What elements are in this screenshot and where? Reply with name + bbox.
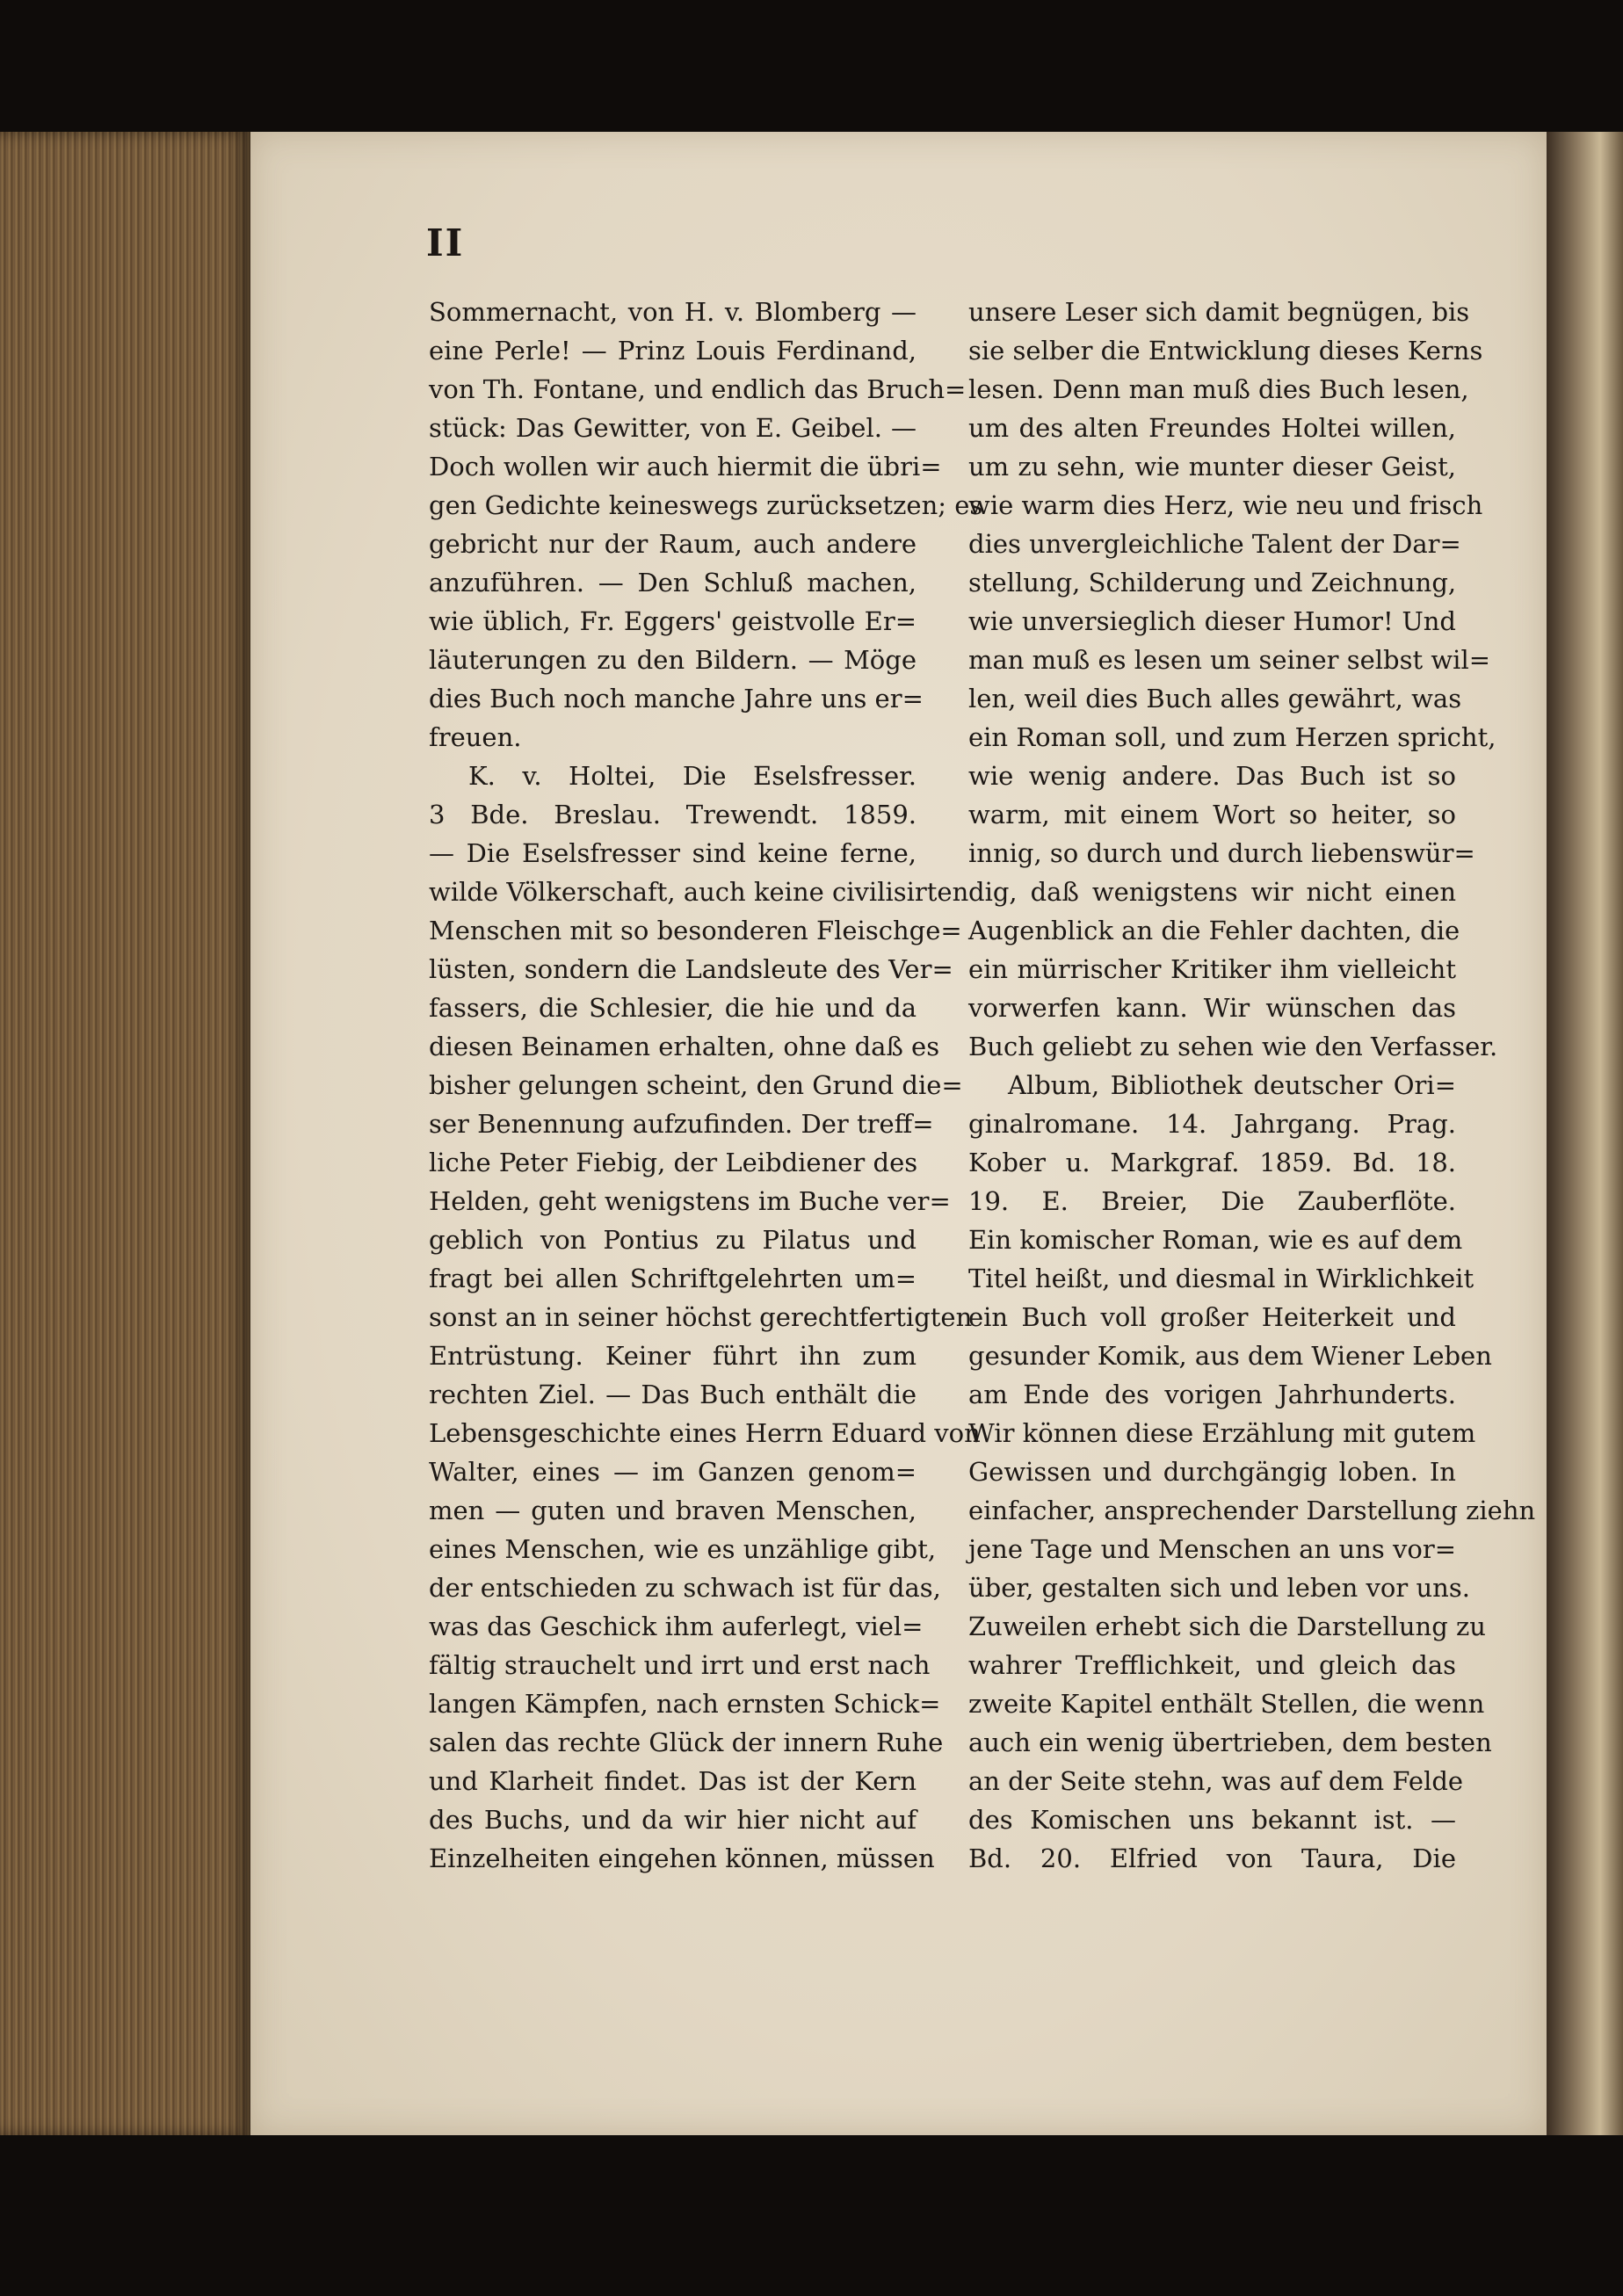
text-line: geblich von Pontius zu Pilatus und — [429, 1225, 917, 1255]
text-line: gebricht nur der Raum, auch andere — [429, 529, 917, 559]
text-line: freuen. — [429, 722, 522, 752]
text-line: ginalromane. 14. Jahrgang. Prag. — [968, 1109, 1456, 1139]
text-line: Sommernacht, von H. v. Blomberg — — [429, 297, 917, 327]
text-line: eine Perle! — Prinz Louis Ferdinand, — [429, 336, 917, 366]
text-line: anzuführen. — Den Schluß machen, — [429, 568, 917, 598]
text-line: — Die Eselsfresser sind keine ferne, — [429, 838, 917, 868]
book-gutter — [1547, 132, 1623, 2135]
text-line: Helden, geht wenigstens im Buche ver= — [429, 1186, 951, 1216]
text-line: innig, so durch und durch liebenswür= — [968, 838, 1475, 868]
text-line: gesunder Komik, aus dem Wiener Leben — [968, 1341, 1492, 1371]
text-line: Lebensgeschichte eines Herrn Eduard von — [429, 1418, 981, 1448]
right-text-column — [968, 293, 1536, 1878]
text-line: Album, Bibliothek deutscher Ori= — [1008, 1070, 1456, 1100]
background-shadow-bottom — [0, 2135, 1623, 2296]
text-line: fragt bei allen Schriftgelehrten um= — [429, 1264, 917, 1293]
text-line: um des alten Freundes Holtei willen, — [968, 413, 1456, 443]
text-line: 19. E. Breier, Die Zauberflöte. — [968, 1186, 1456, 1216]
text-line: jene Tage und Menschen an uns vor= — [968, 1534, 1456, 1564]
text-line: Kober u. Markgraf. 1859. Bd. 18. — [968, 1148, 1456, 1177]
book-page — [250, 132, 1547, 2135]
text-line: stück: Das Gewitter, von E. Geibel. — — [429, 413, 917, 443]
text-line: Entrüstung. Keiner führt ihn zum — [429, 1341, 917, 1371]
text-line: des Komischen uns bekannt ist. — — [968, 1805, 1456, 1835]
background-shadow-top — [0, 0, 1623, 132]
text-line: fältig strauchelt und irrt und erst nach — [429, 1650, 931, 1680]
text-line: zweite Kapitel enthält Stellen, die wenn — [968, 1689, 1485, 1719]
text-line: von Th. Fontane, und endlich das Bruch= — [429, 374, 967, 404]
text-line: 3 Bde. Breslau. Trewendt. 1859. — [429, 800, 917, 829]
text-line: langen Kämpfen, nach ernsten Schick= — [429, 1689, 941, 1719]
text-line: lesen. Denn man muß dies Buch lesen, — [968, 374, 1469, 404]
text-line: Gewissen und durchgängig loben. In — [968, 1457, 1456, 1487]
text-line: auch ein wenig übertrieben, dem besten — [968, 1727, 1492, 1757]
text-line: Menschen mit so besonderen Fleischge= — [429, 916, 962, 945]
text-line: Doch wollen wir auch hiermit die übri= — [429, 452, 942, 482]
text-line: salen das rechte Glück der innern Ruhe — [429, 1727, 944, 1757]
text-line: läuterungen zu den Bildern. — Möge — [429, 645, 917, 675]
text-line: vorwerfen kann. Wir wünschen das — [968, 993, 1456, 1023]
text-line: Zuweilen erhebt sich die Darstellung zu — [968, 1612, 1486, 1641]
text-line: über, gestalten sich und leben vor uns. — [968, 1573, 1470, 1603]
text-line: stellung, Schilderung und Zeichnung, — [968, 568, 1457, 598]
text-line: K. v. Holtei, Die Eselsfresser. — [468, 761, 917, 791]
text-line: gen Gedichte keineswegs zurücksetzen; es — [429, 490, 983, 520]
text-line: wilde Völkerschaft, auch keine civilisirten — [429, 877, 969, 907]
text-line: Augenblick an die Fehler dachten, die — [968, 916, 1460, 945]
text-line: ein mürrischer Kritiker ihm vielleicht — [968, 954, 1456, 984]
text-line: diesen Beinamen erhalten, ohne daß es — [429, 1032, 940, 1061]
text-line: dies unvergleichliche Talent der Dar= — [968, 529, 1461, 559]
text-line: wie üblich, Fr. Eggers' geistvolle Er= — [429, 606, 917, 636]
text-line: liche Peter Fiebig, der Leibdiener des — [429, 1148, 918, 1177]
text-line: wahrer Trefflichkeit, und gleich das — [968, 1650, 1456, 1680]
text-line: um zu sehn, wie munter dieser Geist, — [968, 452, 1456, 482]
text-line: der entschieden zu schwach ist für das, — [429, 1573, 941, 1603]
text-line: man muß es lesen um seiner selbst wil= — [968, 645, 1491, 675]
book-page-edges — [0, 132, 250, 2135]
text-line: Wir können diese Erzählung mit gutem — [968, 1418, 1476, 1448]
page-number: II — [426, 221, 465, 264]
text-line: Titel heißt, und diesmal in Wirklichkeit — [968, 1264, 1474, 1293]
text-line: sonst an in seiner höchst gerechtfertigten — [429, 1302, 973, 1332]
text-line: ser Benennung aufzufinden. Der treff= — [429, 1109, 934, 1139]
text-line: warm, mit einem Wort so heiter, so — [968, 800, 1456, 829]
text-line: wie unversieglich dieser Humor! Und — [968, 606, 1456, 636]
text-line: Bd. 20. Elfried von Taura, Die — [968, 1843, 1456, 1873]
text-line: len, weil dies Buch alles gewährt, was — [968, 684, 1462, 713]
text-line: bisher gelungen scheint, den Grund die= — [429, 1070, 963, 1100]
left-text-column — [429, 293, 983, 1878]
text-line: Buch geliebt zu sehen wie den Verfasser. — [968, 1032, 1498, 1061]
text-line: was das Geschick ihm auferlegt, viel= — [429, 1612, 924, 1641]
text-line: dies Buch noch manche Jahre uns er= — [429, 684, 924, 713]
text-line: unsere Leser sich damit begnügen, bis — [968, 297, 1470, 327]
text-line: dig, daß wenigstens wir nicht einen — [968, 877, 1456, 907]
text-line: wie warm dies Herz, wie neu und frisch — [968, 490, 1483, 520]
text-line: fassers, die Schlesier, die hie und da — [429, 993, 917, 1023]
text-line: Ein komischer Roman, wie es auf dem — [968, 1225, 1463, 1255]
text-line: eines Menschen, wie es unzählige gibt, — [429, 1534, 937, 1564]
text-line: ein Buch voll großer Heiterkeit und — [968, 1302, 1456, 1332]
text-line: einfacher, ansprechender Darstellung ziehn — [968, 1496, 1536, 1525]
text-line: ein Roman soll, und zum Herzen spricht, — [968, 722, 1496, 752]
text-line: an der Seite stehn, was auf dem Felde — [968, 1766, 1464, 1796]
text-line: Walter, eines — im Ganzen genom= — [429, 1457, 917, 1487]
text-line: am Ende des vorigen Jahrhunderts. — [968, 1380, 1456, 1409]
text-line: men — guten und braven Menschen, — [429, 1496, 917, 1525]
text-line: sie selber die Entwicklung dieses Kerns — [968, 336, 1483, 366]
text-line: Einzelheiten eingehen können, müssen — [429, 1843, 935, 1873]
text-line: und Klarheit findet. Das ist der Kern — [429, 1766, 917, 1796]
text-line: rechten Ziel. — Das Buch enthält die — [429, 1380, 917, 1409]
text-line: lüsten, sondern die Landsleute des Ver= — [429, 954, 953, 984]
text-line: wie wenig andere. Das Buch ist so — [968, 761, 1456, 791]
text-line: des Buchs, und da wir hier nicht auf — [429, 1805, 917, 1835]
